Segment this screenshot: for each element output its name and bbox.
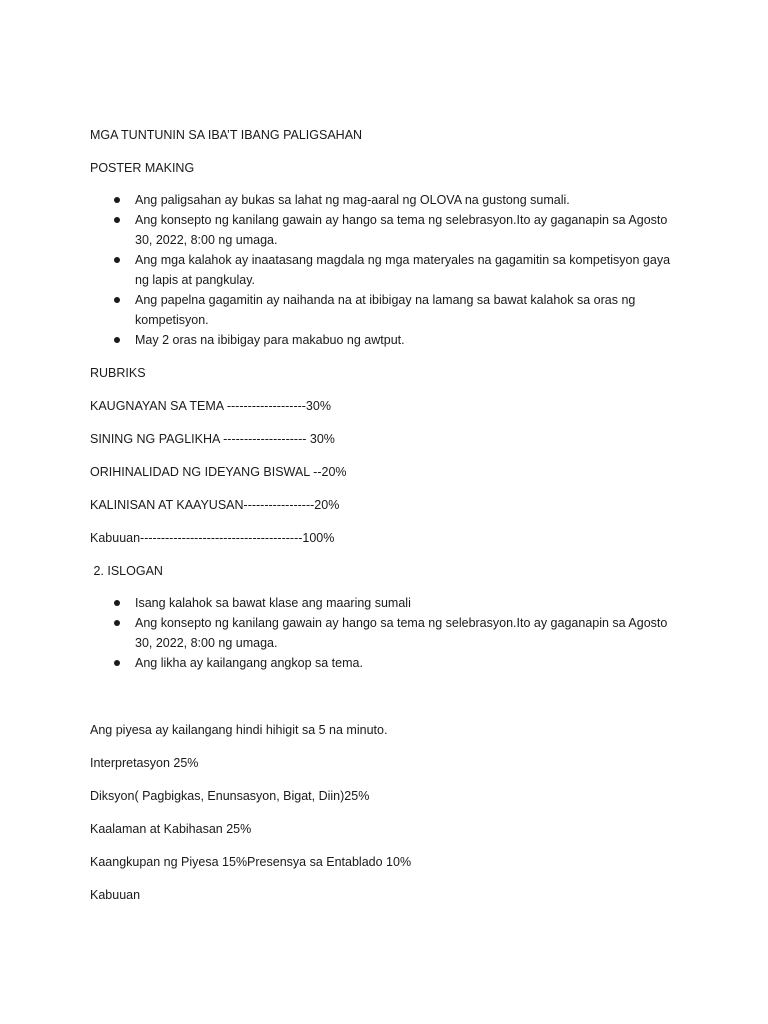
bullet-icon <box>114 217 120 223</box>
list-item: May 2 oras na ibibigay para makabuo ng awtput. <box>90 330 680 350</box>
bullet-icon <box>114 337 120 343</box>
bullet-icon <box>114 297 120 303</box>
criteria-line: Ang piyesa ay kailangang hindi hihigit sa 5 na minuto. <box>90 723 388 737</box>
criteria-total: Kabuuan <box>90 888 141 902</box>
bullet-icon <box>114 600 120 606</box>
rubric-total: Kabuuan---------------------------------------100% <box>90 531 335 545</box>
section-heading-islogan: 2. ISLOGAN <box>90 564 163 578</box>
rubric-item: ORIHINALIDAD NG IDEYANG BISWAL --20% <box>90 465 347 479</box>
rubric-item: KALINISAN AT KAAYUSAN-----------------20% <box>90 498 340 512</box>
list-item: Ang konsepto ng kanilang gawain ay hango sa tema ng selebrasyon.Ito ay gaganapin sa Agosto 30, 2022, 8:00 ng umaga. <box>90 613 680 653</box>
rubric-item: SINING NG PAGLIKHA -------------------- 30% <box>90 432 335 446</box>
bullet-icon <box>114 660 120 666</box>
section-heading-poster-making: POSTER MAKING <box>90 161 195 175</box>
islogan-rules-list <box>90 593 680 673</box>
section-heading-rubriks: RUBRIKS <box>90 366 146 380</box>
list-item: Ang likha ay kailangang angkop sa tema. <box>90 653 680 673</box>
criteria-line: Kaangkupan ng Piyesa 15%Presensya sa Entablado 10% <box>90 855 412 869</box>
bullet-icon <box>114 620 120 626</box>
bullet-icon <box>114 257 120 263</box>
list-item: Isang kalahok sa bawat klase ang maaring sumali <box>90 593 680 613</box>
document-title: MGA TUNTUNIN SA IBA’T IBANG PALIGSAHAN <box>90 128 363 142</box>
bullet-icon <box>114 197 120 203</box>
list-item: Ang papelna gagamitin ay naihanda na at ibibigay na lamang sa bawat kalahok sa oras ng kompetisyon. <box>90 290 680 330</box>
criteria-line: Diksyon( Pagbigkas, Enunsasyon, Bigat, Diin)25% <box>90 789 370 803</box>
criteria-line: Kaalaman at Kabihasan 25% <box>90 822 252 836</box>
list-item: Ang konsepto ng kanilang gawain ay hango sa tema ng selebrasyon.Ito ay gaganapin sa Agosto 30, 2022, 8:00 ng umaga. <box>90 210 680 250</box>
list-item: Ang mga kalahok ay inaatasang magdala ng mga materyales na gagamitin sa kompetisyon gaya ng lapis at pangkulay. <box>90 250 680 290</box>
criteria-line: Interpretasyon 25% <box>90 756 199 770</box>
list-item: Ang paligsahan ay bukas sa lahat ng mag-aaral ng OLOVA na gustong sumali. <box>90 190 680 210</box>
poster-making-rules-list <box>90 190 680 350</box>
rubric-item: KAUGNAYAN SA TEMA -------------------30% <box>90 399 331 413</box>
